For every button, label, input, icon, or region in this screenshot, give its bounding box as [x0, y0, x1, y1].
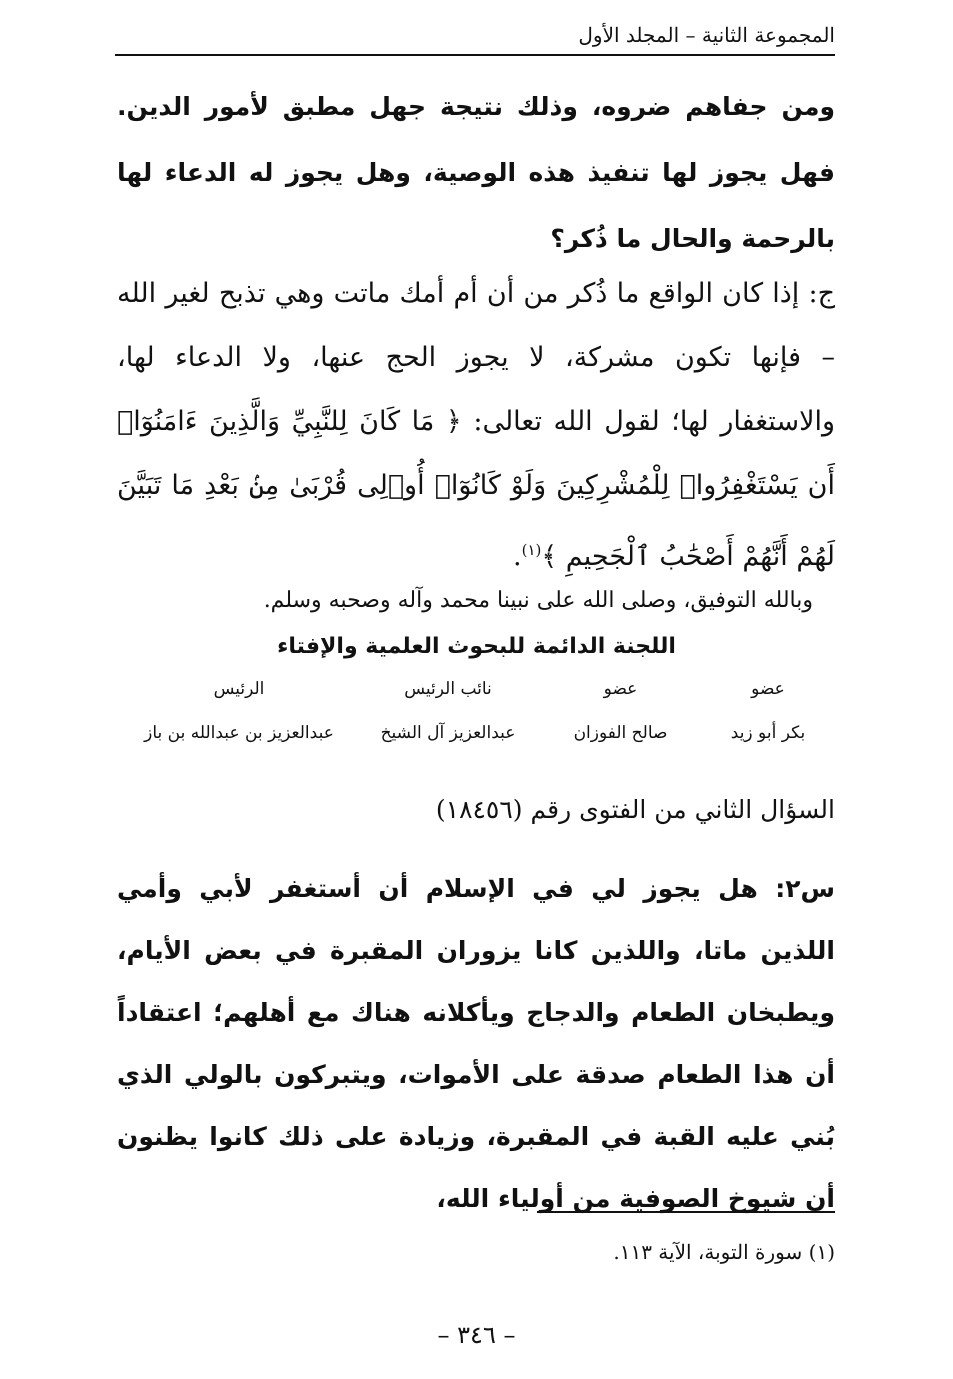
signatory-role: عضو [751, 679, 785, 699]
signatory-name: عبدالعزيز آل الشيخ [380, 723, 516, 743]
running-header: المجموعة الثانية – المجلد الأول [578, 23, 835, 47]
signatory-role: الرئيس [213, 679, 265, 699]
signatory-name: عبدالعزيز بن عبدالله بن باز [144, 723, 334, 743]
signatory-roles [120, 676, 833, 702]
page-number: – ٣٤٦ – [437, 1321, 516, 1349]
committee-name: اللجنة الدائمة للبحوث العلمية والإفتاء [277, 634, 676, 659]
question-2-title: السؤال الثاني من الفتوى رقم (١٨٤٥٦) [435, 795, 835, 824]
footnote-divider [537, 1211, 835, 1213]
answer-1-end: . [513, 541, 522, 572]
signatory-role: نائب الرئيس [404, 679, 492, 699]
footnote: (١) سورة التوبة، الآية ١١٣. [613, 1240, 835, 1264]
answer-1-text: ج: إذا كان الواقع ما ذُكر من أن أم أمك ماتت وهي تذبح لغير الله – فإنها تكون مشركة، لا يجوز الحج عنها، ولا الدعاء لها، والاستغفار لها؛ لقول الله تعالى: [117, 278, 836, 437]
signatory-names [120, 720, 833, 746]
question-2-text: س٢: هل يجوز لي في الإسلام أن أستغفر لأبي وأمي اللذين ماتا، واللذين كانا يزوران المقبرة في بعض الأيام، ويطبخان الطعام والدجاج ويأكلانه هناك مع أهلهم؛ اعتقاداً أن هذا الطعام صدقة على الأموات، ويتبركون بالولي الذي بُني عليه القبة في المقبرة، وزيادة على ذلك كانوا يظنون أن شيوخ الصوفية من أولياء الله، [117, 874, 835, 1213]
quran-verse: ﴿ مَا كَانَ لِلنَّبِيِّ وَالَّذِينَ ءَامَنُوٓا۟ أَن يَسْتَغْفِرُوا۟ لِلْمُشْرِكِينَ وَلَوْ كَانُوٓا۟ أُو۟لِى قُرْبَىٰ مِنۢ بَعْدِ مَا تَبَيَّنَ لَهُمْ أَنَّهُمْ أَصْحَٰبُ ٱلْجَحِيمِ ﴾ [117, 406, 835, 572]
closing-line: وبالله التوفيق، وصلى الله على نبينا محمد وآله وصحبه وسلم. [263, 588, 813, 613]
answer-1 [117, 262, 835, 589]
question-1-text: ومن جفاهم ضروه، وذلك نتيجة جهل مطبق لأمور الدين. فهل يجوز لها تنفيذ هذه الوصية، وهل يجوز له الدعاء لها بالرحمة والحال ما ذُكر؟ [117, 92, 835, 253]
signatory-name: صالح الفوزان [573, 723, 668, 743]
signatory-role: عضو [603, 679, 638, 699]
signatory-name: بكر أبو زيد [730, 723, 806, 743]
header-divider [115, 54, 835, 56]
footnote-ref: (١) [521, 541, 542, 559]
